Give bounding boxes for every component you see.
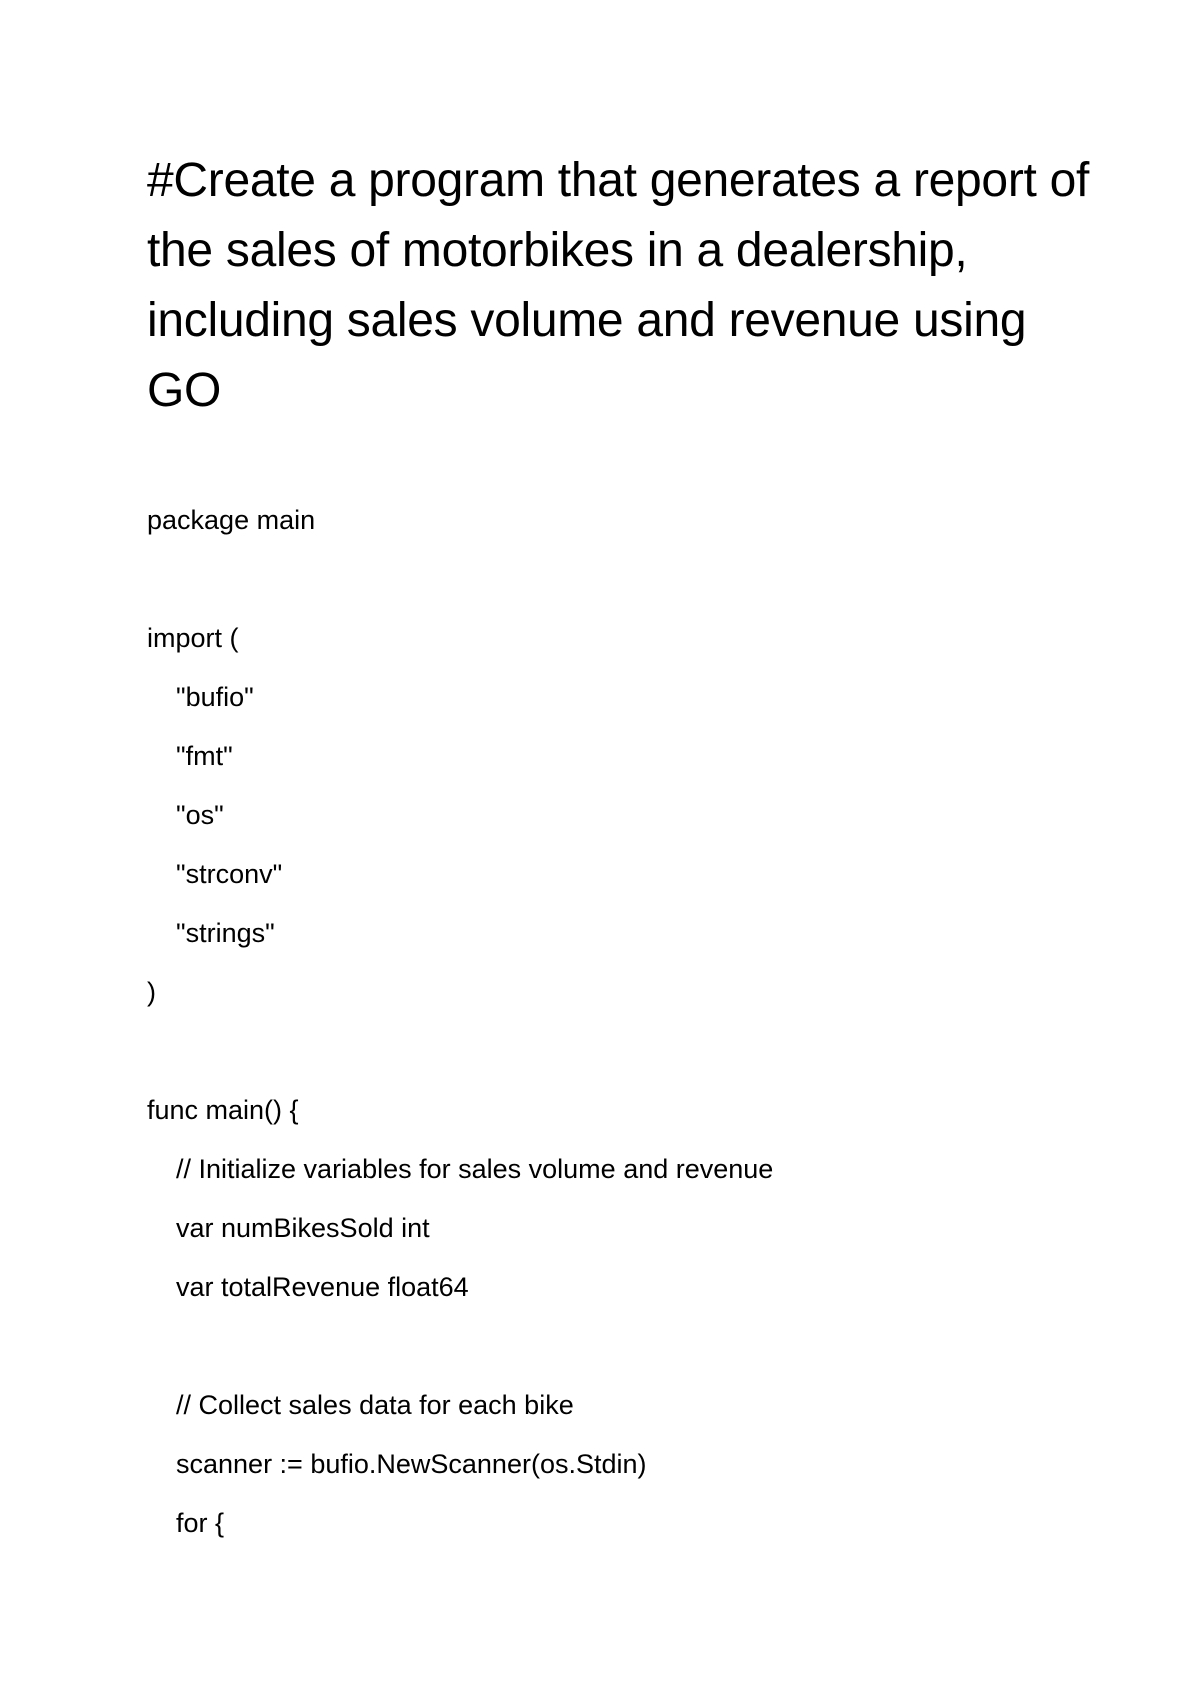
code-comment: // Initialize variables for sales volume and revenue — [176, 1154, 774, 1184]
code-line: func main() { — [147, 1095, 299, 1125]
code-line-blank — [147, 1326, 1107, 1385]
code-line-blank — [147, 1031, 1107, 1090]
code-line-blank — [147, 559, 1107, 618]
code-line: "bufio" — [176, 682, 254, 712]
code-line: scanner := bufio.NewScanner(os.Stdin) — [176, 1449, 647, 1479]
code-line: for { — [176, 1508, 225, 1538]
code-line: import ( — [147, 623, 239, 653]
code-line: var totalRevenue float64 — [176, 1272, 469, 1302]
code-line: "fmt" — [176, 741, 233, 771]
code-line: "strconv" — [176, 859, 283, 889]
code-comment: // Collect sales data for each bike — [176, 1390, 574, 1420]
code-line: ) — [147, 977, 156, 1007]
code-line: var numBikesSold int — [176, 1213, 430, 1243]
code-line: "strings" — [176, 918, 275, 948]
code-line: "os" — [176, 800, 224, 830]
code-block — [147, 500, 1107, 1562]
document-heading: #Create a program that generates a report of the sales of motorbikes in a dealership, including sales volume and revenue using GO — [147, 154, 1090, 417]
code-line: package main — [147, 505, 316, 535]
